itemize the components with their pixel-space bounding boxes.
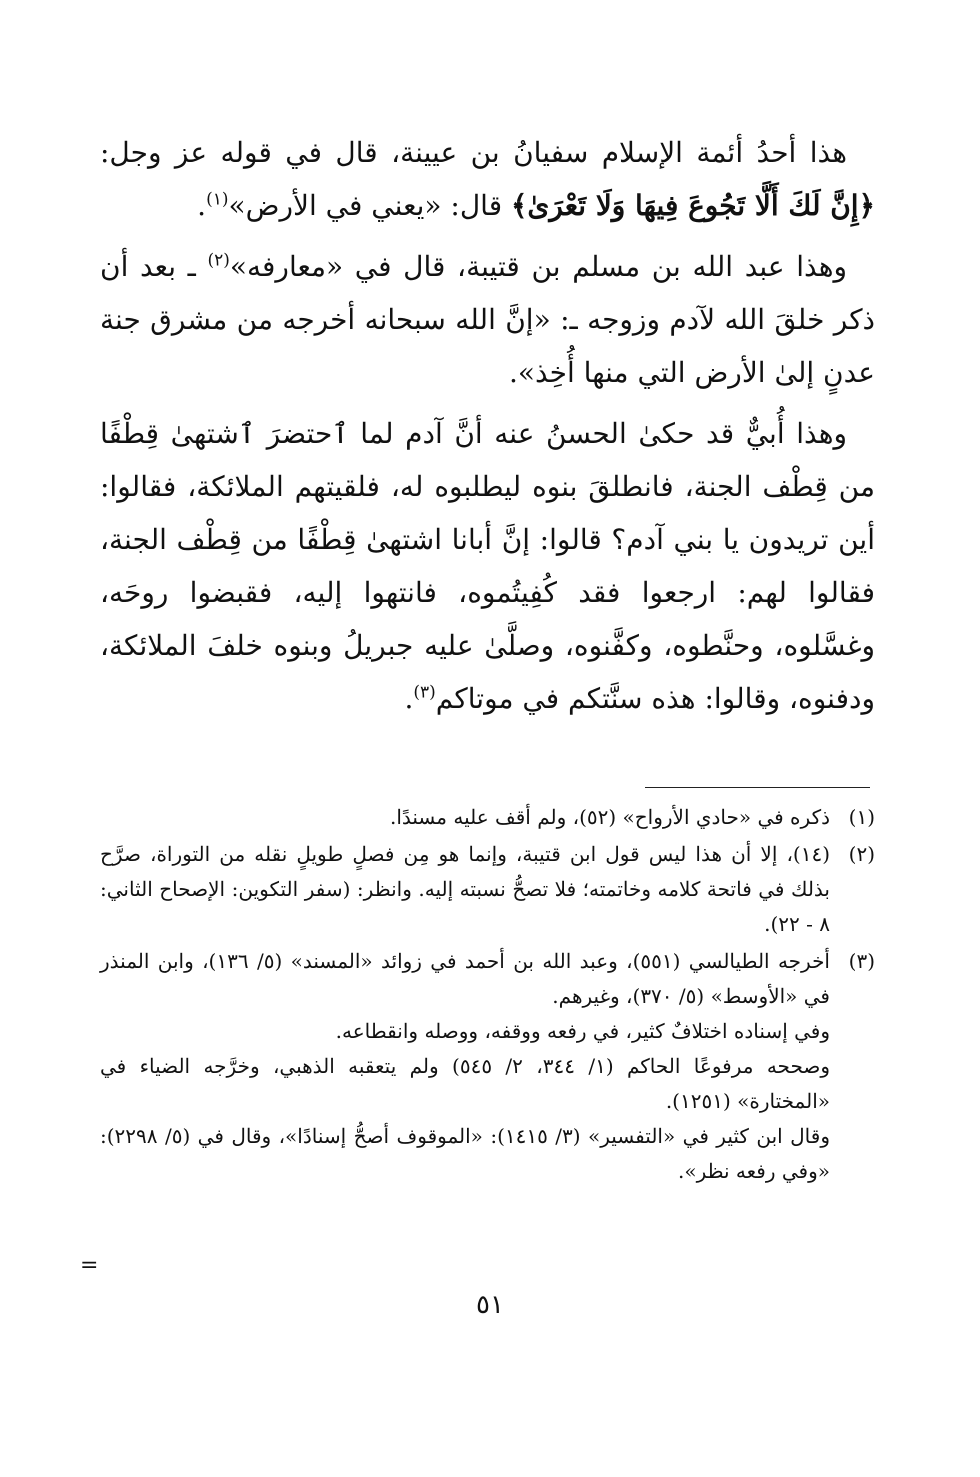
footnote-line: ذكره في «حادي الأرواح» (٥٢)، ولم أقف عليه مسندًا.: [389, 805, 830, 829]
footnote-2: [100, 837, 875, 942]
footnote-line: وصححه مرفوعًا الحاكم (١/ ٣٤٤، ٢/ ٥٤٥) ولم يتعقبه الذهبي، وخرَّجه الضياء في «المختارة» (١٢٥١).: [100, 1054, 830, 1113]
paragraph-text: ـ بعد أن ذكر خلقَ الله لآدم وزوجه ـ: «إنَّ الله سبحانه أخرجه من مشرق جنة عدنٍ إلىٰ الأرض التي منها أُخِذ».: [100, 250, 875, 389]
footnote-number: (١): [848, 805, 875, 829]
footnote-number: (٣): [848, 949, 875, 973]
footnotes: [100, 800, 875, 1191]
footnote-ref-1[interactable]: (١): [206, 189, 229, 210]
footnote-line: وفي إسناده اختلافٌ كثير، في رفعه ووقفه، ووصله وانقطاعه.: [335, 1019, 830, 1043]
margin-mark: =: [80, 1253, 99, 1278]
footnote-body: [100, 837, 830, 942]
footnote-line: وقال ابن كثير في «التفسير» (٣/ ١٤١٥): «الموقوف أصحُّ إسنادًا»، وقال في (٥/ ٢٢٩٨): «وفي رفعه نظر».: [100, 1124, 830, 1183]
paragraph-2: [100, 240, 875, 399]
footnote-body: [100, 800, 830, 835]
footnote-3: [100, 944, 875, 1189]
paragraph-text: .: [197, 189, 207, 222]
paragraph-text: وهذا عبد الله بن مسلم بن قتيبة، قال في «معارفه»: [229, 250, 847, 283]
page-number: ٥١: [476, 1290, 504, 1320]
footnote-ref-2[interactable]: (٢): [207, 250, 230, 271]
paragraph-text: .: [404, 682, 414, 715]
footnote-line: أخرجه الطيالسي (٥٥١)، وعبد الله بن أحمد في زوائد «المسند» (٥/ ١٣٦)، وابن المنذر في «الأوسط» (٥/ ٣٧٠)، وغيرهم.: [100, 949, 830, 1008]
footnote-ref-3[interactable]: (٣): [413, 682, 436, 703]
footnote-line: (١٤)، إلا أن هذا ليس قول ابن قتيبة، وإنما هو مِن فصلٍ طويلٍ نقله من التوراة، صرَّح بذلك في فاتحة كلامه وخاتمته؛ فلا تصحُّ نسبته إليه. وانظر: (سفر التكوين: الإصحاح الثاني: ٨ - ٢٢).: [100, 842, 830, 936]
footnote-1: [100, 800, 875, 835]
quran-verse: ﴿إِنَّ لَكَ أَلَّا تَجُوعَ فِيهَا وَلَا تَعْرَىٰ﴾: [511, 189, 875, 222]
main-text: [100, 126, 875, 733]
footnote-separator: [645, 787, 870, 788]
paragraph-1: [100, 126, 875, 232]
footnote-number: (٢): [848, 842, 875, 866]
footnote-body: [100, 944, 830, 1189]
paragraph-text: قال: «يعني في الأرض»: [228, 189, 511, 222]
paragraph-text: وهذا أُبيٌّ قد حكىٰ الحسنُ عنه أنَّ آدم لما ٱحتضرَ ٱشتهىٰ قِطْفًا من قِطْف الجنة، فانطلقَ بنوه ليطلبوه له، فلقيتهم الملائكة، فقالوا: أين تريدون يا بني آدم؟ قالوا: إنَّ أبانا اشتهىٰ قِطْفًا من قِطْف الجنة، فقالوا لهم: ارجعوا فقد كُفِيتُموه، فانتهوا إليه، فقبضوا روحَه، وغسَّلوه، وحنَّطوه، وكفَّنوه، وصلَّىٰ عليه جبريلُ وبنوه خلفَ الملائكة، ودفنوه، وقالوا: هذه سنَّتكم في موتاكم: [100, 417, 875, 715]
paragraph-text: هذا أحدُ أئمة الإسلام سفيانُ بن عيينة، قال في قوله عز وجل:: [100, 136, 847, 169]
paragraph-3: [100, 407, 875, 725]
